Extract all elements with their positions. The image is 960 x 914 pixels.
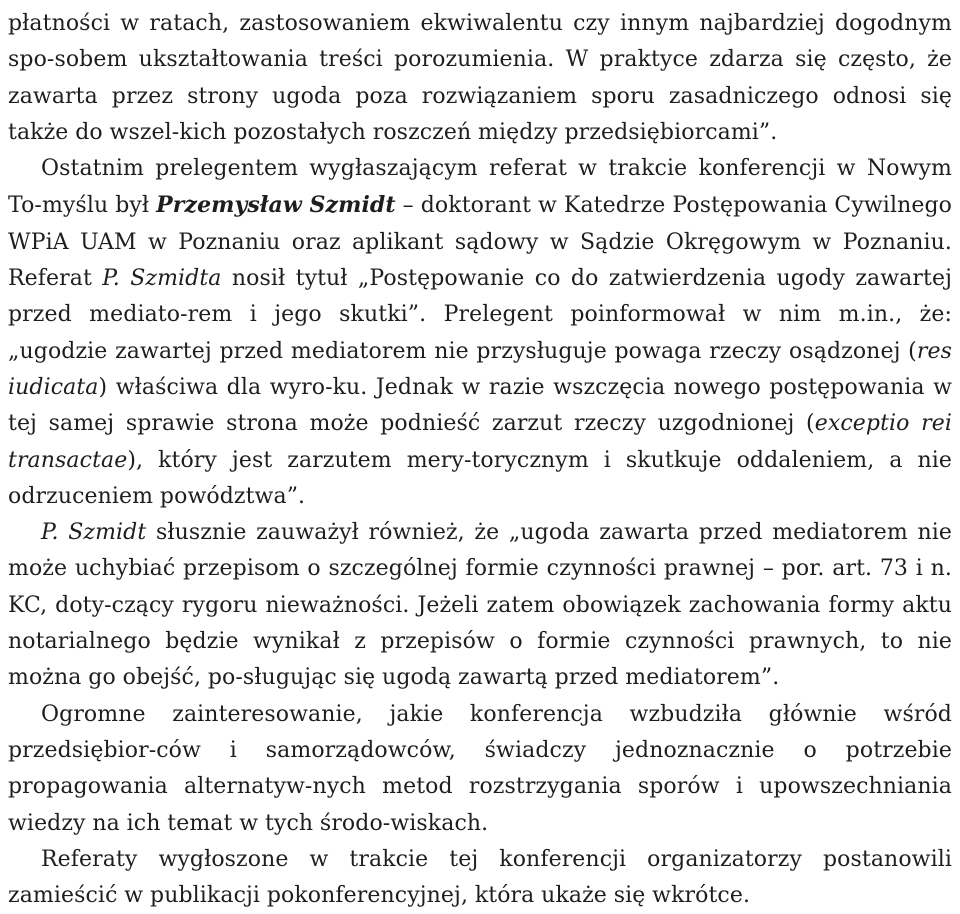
text-run: ) właściwa dla wyro-ku. Jednak w razie wszczęcia nowego postępowania w tej samej sprawie strona może podnieść zarzut rzeczy uzgodnionej ( bbox=[8, 374, 952, 437]
paragraph-1 bbox=[8, 6, 952, 151]
text-run: – doktorant w Katedrze Postępowania Cywilnego WPiA UAM w Poznaniu oraz aplikant sądowy w Sądzie Okręgowym w Poznaniu. Referat bbox=[8, 193, 952, 292]
text-run: ), który jest zarzutem mery-torycznym i skutkuje oddaleniem, a nie odrzuceniem powództwa”. bbox=[8, 447, 952, 509]
text-run: słusznie zauważył również, że „ugoda zawarta przed mediatorem nie może uchybiać przepisom o szczególnej formie czynności prawnej – por. art. 73 i n. KC, doty-czący rygoru nieważności. Jeżeli zatem obowiązek zachowania formy aktu notarialnego będzie wynikał z przepisów o formie czynności prawnych, to nie można go obejść, po-sługując się ugodą zawartą przed mediatorem”. bbox=[8, 520, 952, 691]
text-run: Referaty wygłoszone w trakcie tej konferencji organizatorzy postanowili zamieścić w publikacji pokonferencyjnej, która ukaże się wkrótce. bbox=[8, 846, 952, 909]
text-run: Ostatnim prelegentem wygłaszającym referat w trakcie konferencji w Nowym To-myślu był bbox=[8, 156, 952, 219]
latin-term: exceptio rei transactae bbox=[8, 411, 952, 473]
paragraph-3 bbox=[8, 515, 952, 696]
text-run: płatności w ratach, zastosowaniem ekwiwalentu czy innym najbardziej dogodnym spo-sobem ukształtowania treści porozumienia. W praktyce zdarza się często, że zawarta przez strony ugoda poza rozwiązaniem sporu zasadniczego odnosi się także do wszel-kich pozostałych roszczeń między przedsiębiorcami”. bbox=[8, 11, 952, 145]
latin-term: res iudicata bbox=[8, 338, 952, 400]
paragraph-4 bbox=[8, 697, 952, 842]
paragraph-5 bbox=[8, 842, 952, 914]
speaker-reference: P. Szmidta bbox=[102, 266, 222, 292]
speaker-reference: P. Szmidt bbox=[41, 520, 147, 546]
speaker-name: Przemysław Szmidt bbox=[156, 192, 396, 219]
text-run: nosił tytuł „Postępowanie co do zatwierdzenia ugody zawartej przed mediato-rem i jego skutki”. Prelegent poinformował w nim m.in., że: „ugodzie zawartej przed mediatorem nie przysługuje powaga rzeczy osądzonej ( bbox=[8, 266, 952, 364]
text-run: Ogromne zainteresowanie, jakie konferencja wzbudziła głównie wśród przedsiębior-ców i samorządowców, świadczy jednoznacznie o potrzebie propagowania alternatyw-nych metod rozstrzygania sporów i upowszechniania wiedzy na ich temat w tych środo-wiskach. bbox=[8, 701, 952, 836]
paragraph-2 bbox=[8, 151, 952, 515]
